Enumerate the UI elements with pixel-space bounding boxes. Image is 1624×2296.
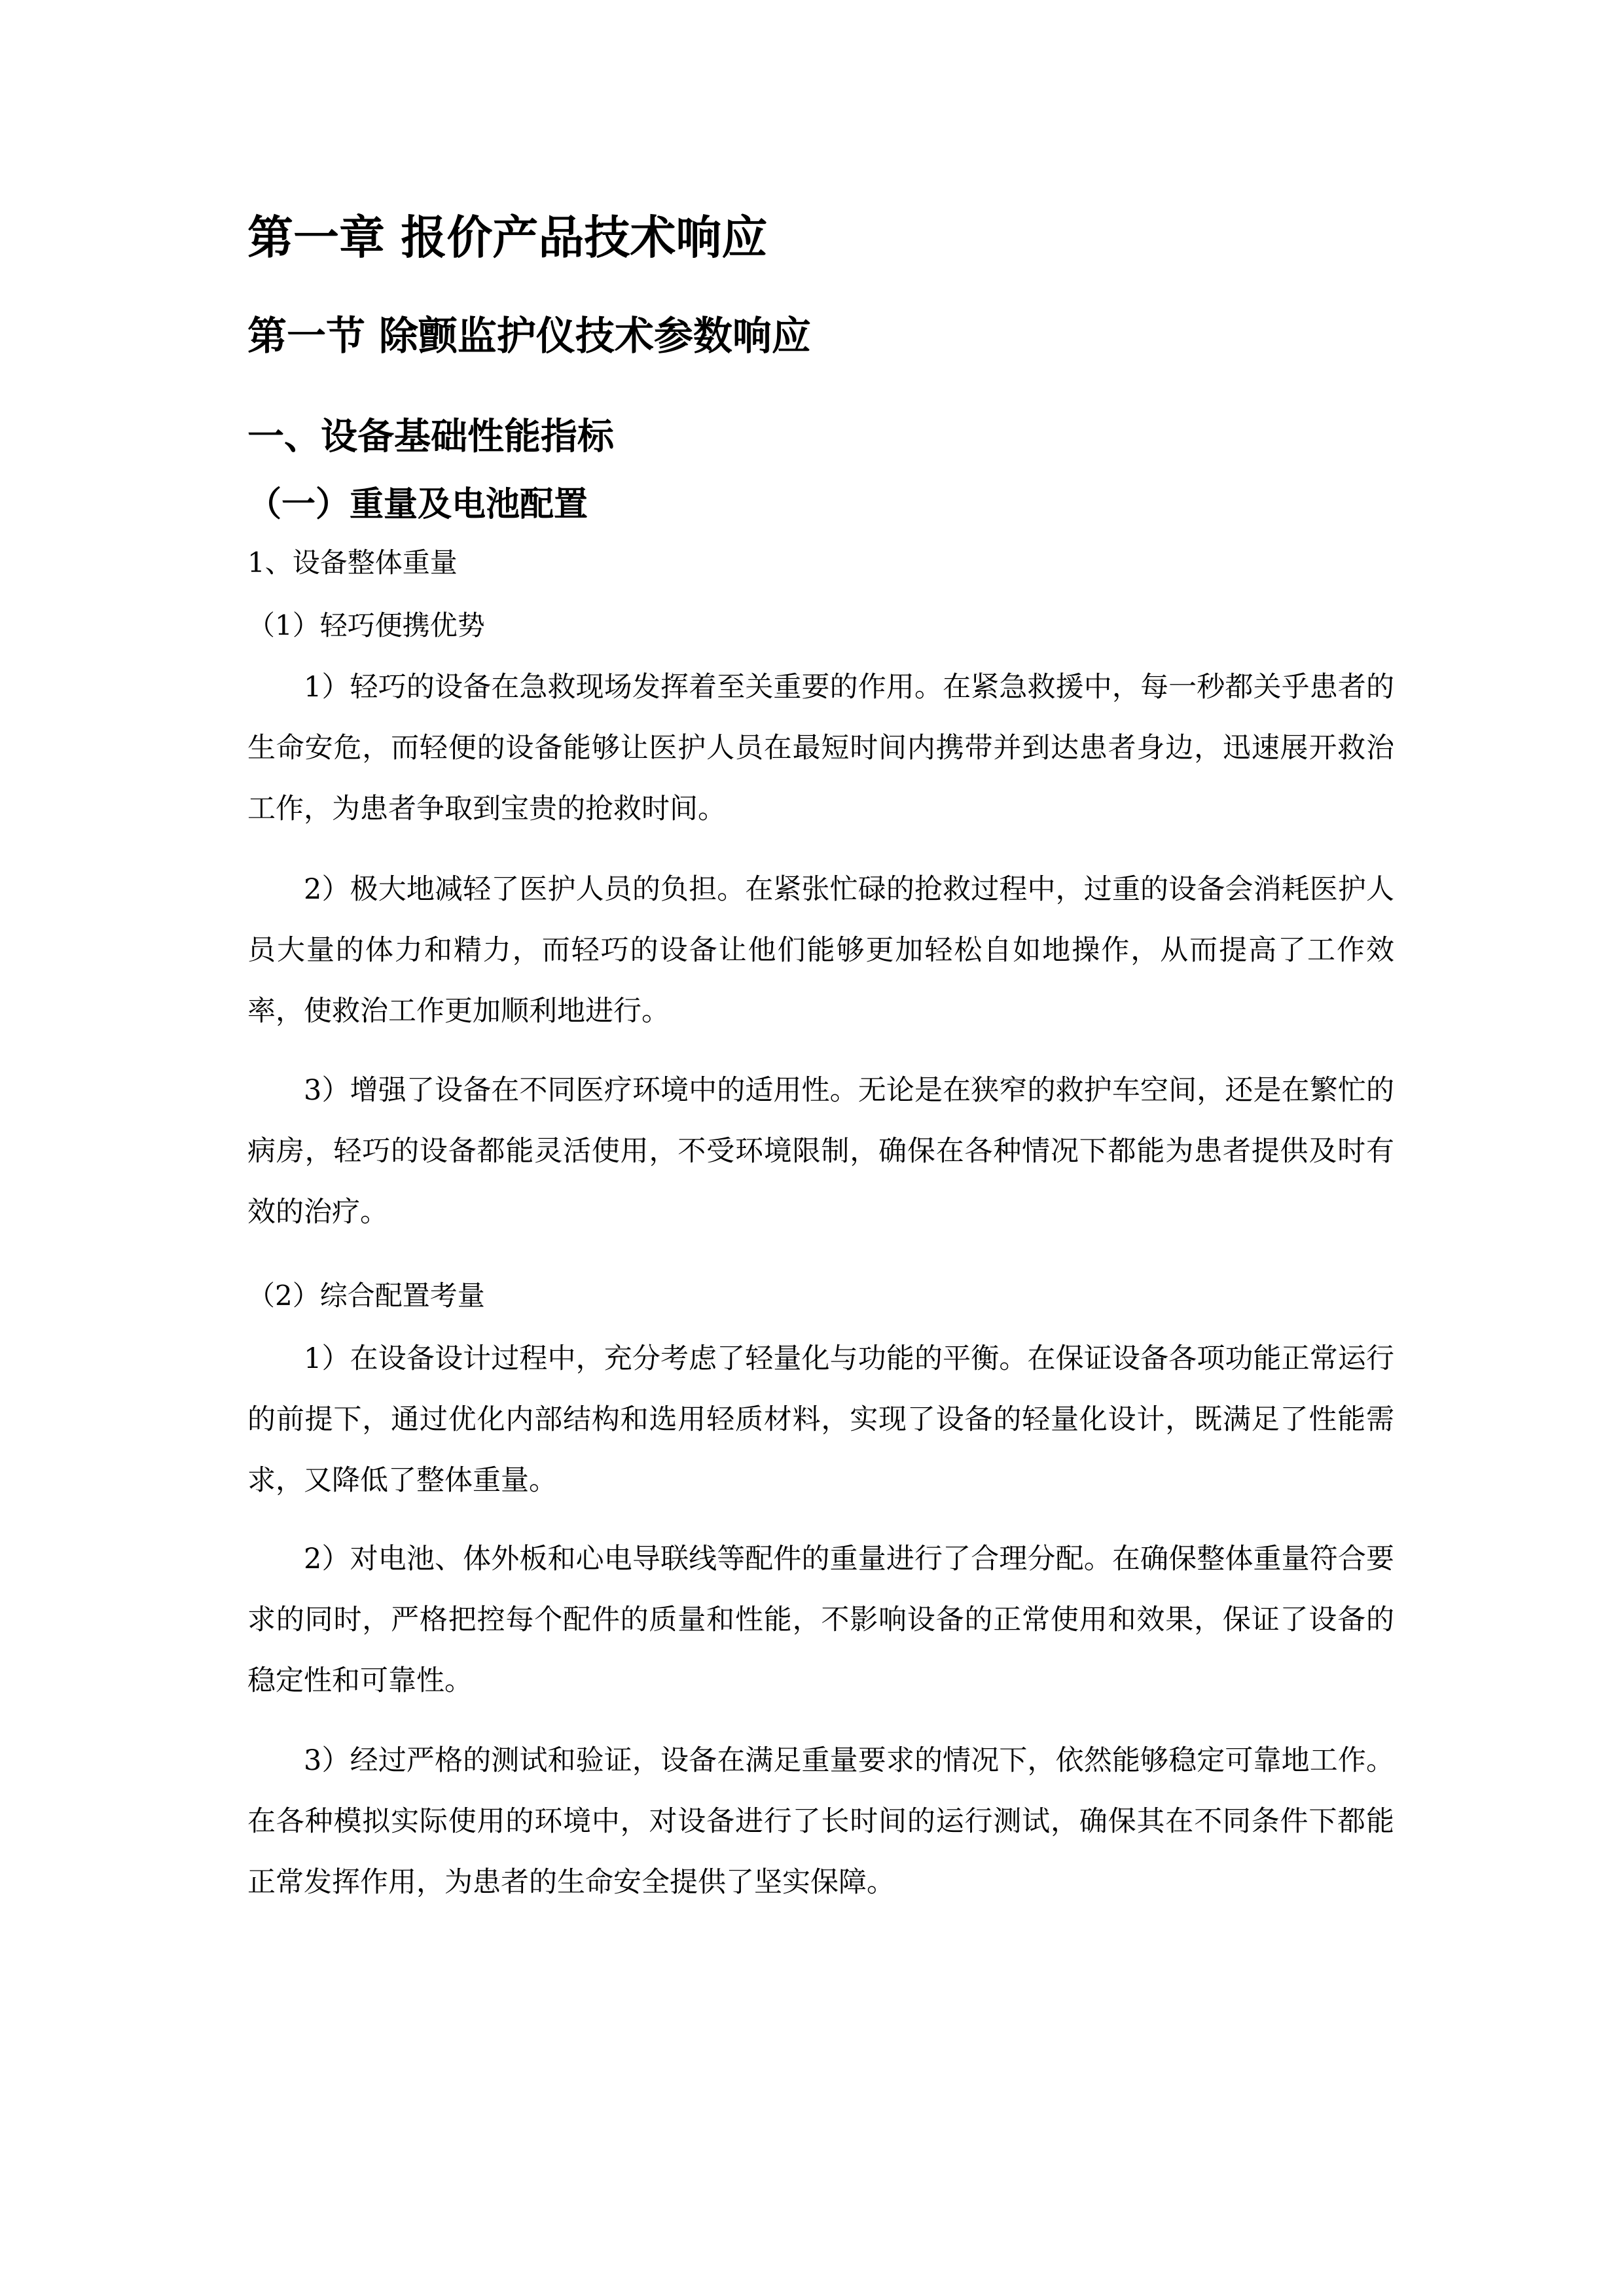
heading-level-2: （一）重量及电池配置	[247, 484, 588, 524]
subsection-2-paragraph-1: 1）在设备设计过程中，充分考虑了轻量化与功能的平衡。在保证设备各项功能正常运行的前提下，通过优化内部结构和选用轻质材料，实现了设备的轻量化设计，既满足了性能需求，又降低了整体重量。	[247, 1342, 1394, 1497]
subsection-2-title: （2）综合配置考量	[247, 1280, 485, 1312]
subsection-1-paragraph-1: 1）轻巧的设备在急救现场发挥着至关重要的作用。在紧急救援中，每一秒都关乎患者的生命安危，而轻便的设备能够让医护人员在最短时间内携带并到达患者身边，迅速展开救治工作，为患者争取到宝贵的抢救时间。	[247, 671, 1394, 825]
heading-level-1: 一、设备基础性能指标	[247, 416, 614, 458]
subsection-1-paragraph-2: 2）极大地减轻了医护人员的负担。在紧张忙碌的抢救过程中，过重的设备会消耗医护人员大量的体力和精力，而轻巧的设备让他们能够更加轻松自如地操作，从而提高了工作效率，使救治工作更加顺利地进行。	[247, 873, 1394, 1028]
subsection-2-paragraph-3: 3）经过严格的测试和验证，设备在满足重量要求的情况下，依然能够稳定可靠地工作。在各种模拟实际使用的环境中，对设备进行了长时间的运行测试，确保其在不同条件下都能正常发挥作用，为患者的生命安全提供了坚实保障。	[247, 1744, 1394, 1899]
section-title: 第一节 除颤监护仪技术参数响应	[247, 314, 811, 359]
chapter-title: 第一章 报价产品技术响应	[247, 211, 768, 264]
subsection-1-title: （1）轻巧便携优势	[247, 609, 485, 641]
subsection-2-paragraph-2: 2）对电池、体外板和心电导联线等配件的重量进行了合理分配。在确保整体重量符合要求的同时，严格把控每个配件的质量和性能，不影响设备的正常使用和效果，保证了设备的稳定性和可靠性。	[247, 1543, 1394, 1697]
subsection-1-paragraph-3: 3）增强了设备在不同医疗环境中的适用性。无论是在狭窄的救护车空间，还是在繁忙的病房，轻巧的设备都能灵活使用，不受环境限制，确保在各种情况下都能为患者提供及时有效的治疗。	[247, 1074, 1394, 1229]
heading-level-3: 1、设备整体重量	[247, 547, 458, 579]
